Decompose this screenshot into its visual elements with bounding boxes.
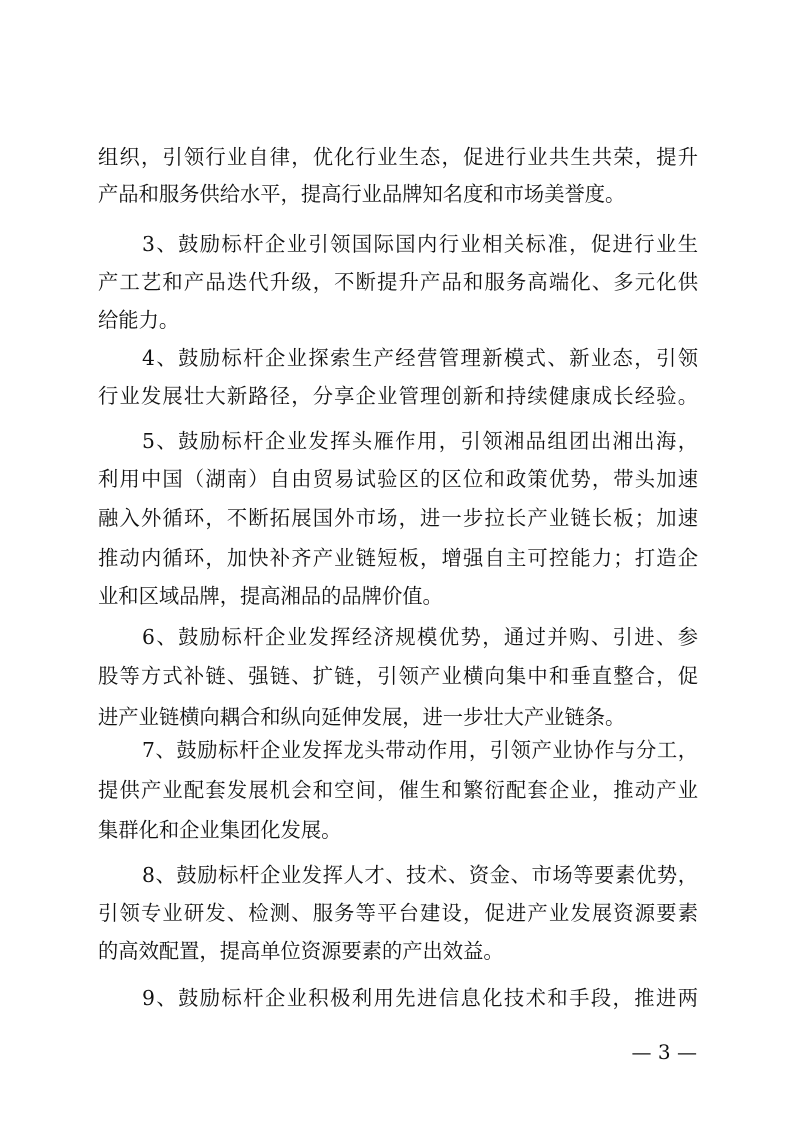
text-line: 的高效配置，提高单位资源要素的产出效益。 [98,939,504,963]
text-line: 行业发展壮大新路径，分享企业管理创新和持续健康成长经验。 [98,384,698,408]
text-line: 融入外循环，不断拓展国外市场，进一步拉长产业链长板；加速 [98,506,698,530]
text-line: 集群化和企业集团化发展。 [98,818,342,842]
paragraph-5-first-line: 5、鼓励标杆企业发挥头雁作用，引领湘品组团出湘出海， [142,429,698,453]
paragraph-6-first-line: 6、鼓励标杆企业发挥经济规模优势，通过并购、引进、参 [142,625,698,649]
text-line: 利用中国（湖南）自由贸易试验区的区位和政策优势，带头加速 [98,467,698,491]
text-line: 股等方式补链、强链、扩链，引领产业横向集中和垂直整合，促 [98,664,698,688]
text-line: 业和区域品牌，提高湘品的品牌价值。 [98,584,443,608]
paragraph-7-first-line: 7、鼓励标杆企业发挥龙头带动作用，引领产业协作与分工， [142,738,698,762]
paragraph-4-first-line: 4、鼓励标杆企业探索生产经营管理新模式、新业态，引领 [142,346,698,370]
paragraph-9-first-line: 9、鼓励标杆企业积极利用先进信息化技术和手段，推进两 [142,986,698,1010]
page-number: — 3 — [631,1040,697,1064]
text-line: 产工艺和产品迭代升级，不断提升产品和服务高端化、多元化供 [98,270,698,294]
text-line: 提供产业配套发展机会和空间，催生和繁衍配套企业，推动产业 [98,778,698,802]
paragraph-3-first-line: 3、鼓励标杆企业引领国际国内行业相关标准，促进行业生 [142,232,698,256]
paragraph-8-first-line: 8、鼓励标杆企业发挥人才、技术、资金、市场等要素优势， [142,863,698,887]
text-line: 给能力。 [98,308,180,332]
text-line: 进产业链横向耦合和纵向延伸发展，进一步壮大产业链条。 [98,705,626,729]
text-line: 组织，引领行业自律，优化行业生态，促进行业共生共荣，提升 [98,145,698,169]
text-line: 产品和服务供给水平，提高行业品牌知名度和市场美誉度。 [98,182,626,206]
text-line: 引领专业研发、检测、服务等平台建设，促进产业发展资源要素 [98,901,698,925]
text-line: 推动内循环，加快补齐产业链短板，增强自主可控能力；打造企 [98,546,698,570]
